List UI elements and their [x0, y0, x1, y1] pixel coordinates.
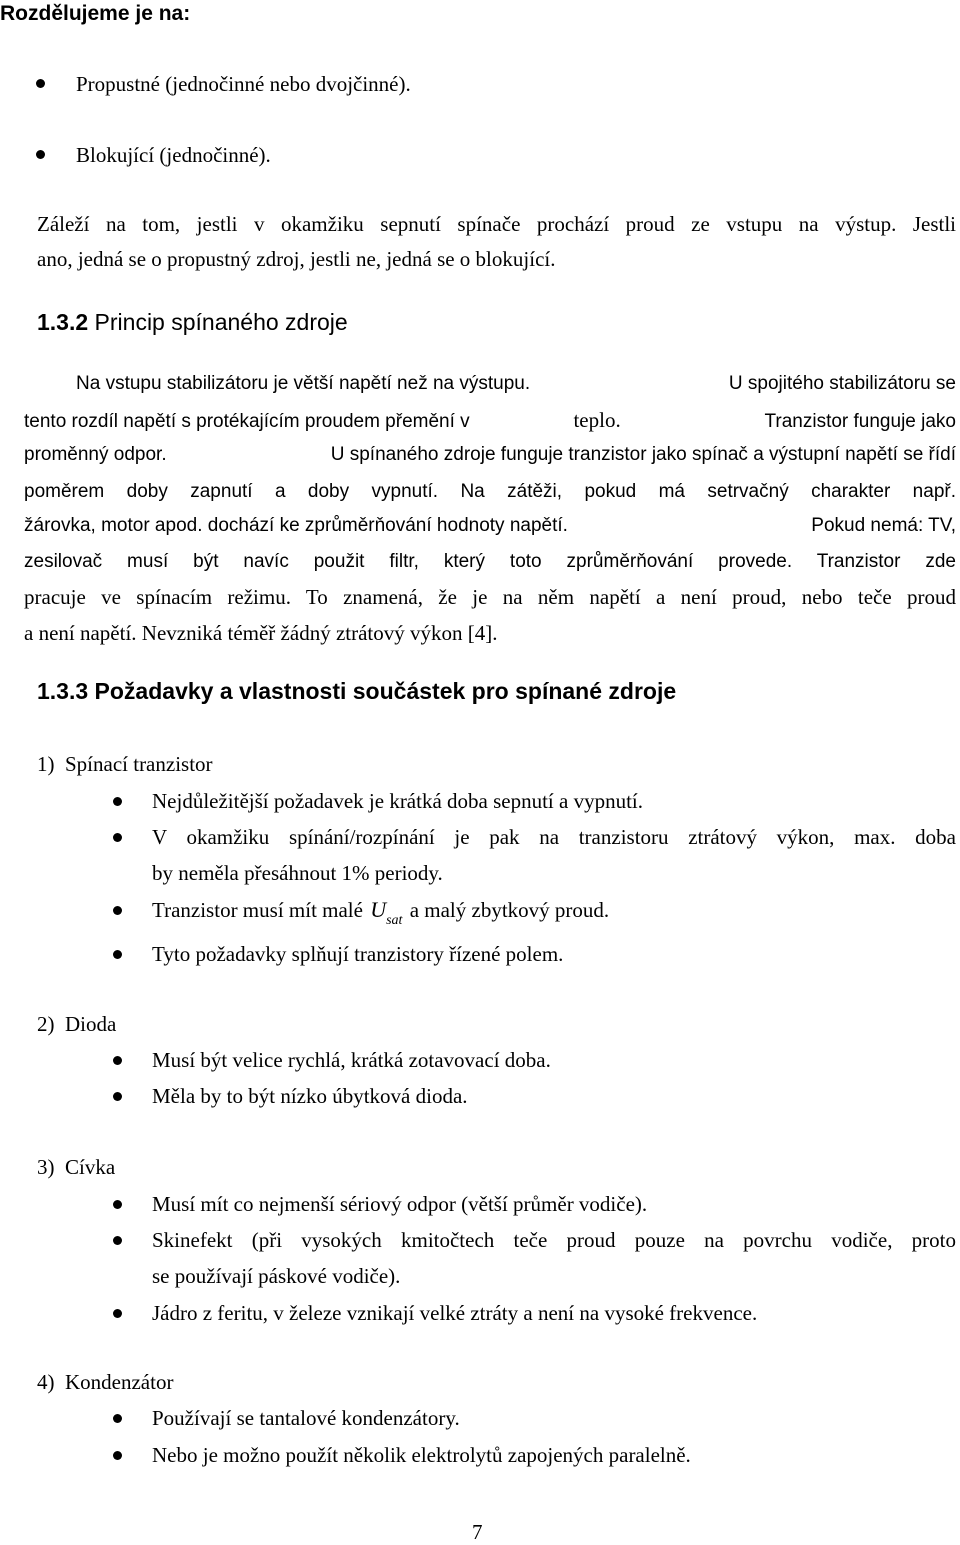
item-label-coil: 3) Cívka — [37, 1155, 116, 1179]
bullet-icon — [36, 79, 45, 88]
section-heading-132 — [37, 308, 348, 336]
bullet-icon — [113, 1451, 122, 1460]
para-line-6: zesilovač musí být navíc použit filtr, který toto zprůměrňování provede. Tranzistor zde — [24, 551, 956, 572]
diode-bullet-1: Musí být velice rychlá, krátká zotavovací doba. — [152, 1048, 551, 1072]
transistor-bullet-4: Tyto požadavky splňují tranzistory řízené polem. — [152, 942, 564, 966]
transistor-bullet-1: Nejdůležitější požadavek je krátká doba sepnutí a vypnutí. — [152, 789, 644, 813]
para-line-7: pracuje ve spínacím režimu. To znamená, že je na něm napětí a není proud, nebo teče proud — [24, 585, 956, 609]
para-line-2: tento rozdíl napětí s protékajícím proudem přemění v teplo. Tranzistor funguje jako — [24, 408, 956, 432]
para-line-8: a není napětí. Nevzniká téměř žádný ztrátový výkon [4]. — [24, 621, 498, 645]
page-heading: Rozdělujeme je na: — [0, 2, 191, 25]
bullet-icon — [113, 1309, 122, 1318]
bullet-icon — [113, 906, 122, 915]
intro-line-2: ano, jedná se o propustný zdroj, jestli ne, jedná se o blokující. — [37, 247, 556, 271]
bullet-icon — [113, 797, 122, 806]
bullet-icon — [113, 1414, 122, 1423]
item-label-transistor: 1) Spínací tranzistor — [37, 752, 213, 776]
coil-bullet-2a: Skinefekt (při vysokých kmitočtech teče proud pouze na povrchu vodiče, proto — [152, 1228, 956, 1252]
coil-bullet-2b: se používají páskové vodiče). — [152, 1264, 401, 1288]
coil-bullet-3: Jádro z feritu, v železe vznikají velké ztráty a není na vysoké frekvence. — [152, 1301, 758, 1325]
type-item-1: Propustné (jednočinné nebo dvojčinné). — [76, 72, 411, 96]
transistor-bullet-3: Tranzistor musí mít malé $U_{sat}$ a malý zbytkový proud. — [152, 897, 610, 928]
section-number: 1.3.3 — [37, 678, 89, 704]
section-title: Princip spínaného zdroje — [94, 309, 348, 335]
bullet-icon — [36, 150, 45, 159]
intro-line-1: Záleží na tom, jestli v okamžiku sepnutí spínače prochází proud ze vstupu na výstup. Jestli — [37, 212, 956, 236]
bullet-icon — [113, 833, 122, 842]
bullet-icon — [113, 1236, 122, 1245]
item-label-diode: 2) Dioda — [37, 1012, 117, 1036]
para-line-3: proměnný odpor. U spínaného zdroje funguje tranzistor jako spínač a výstupní napětí se řídí — [24, 444, 956, 465]
para-line-1: Na vstupu stabilizátoru je větší napětí než na výstupu. U spojitého stabilizátoru se — [76, 373, 956, 394]
item-label-capacitor: 4) Kondenzátor — [37, 1370, 174, 1394]
symbol-subscript: sat — [386, 913, 403, 928]
symbol-u: U — [370, 897, 387, 922]
coil-bullet-1: Musí mít co nejmenší sériový odpor (větší průměr vodiče). — [152, 1192, 648, 1216]
transistor-bullet-2a: V okamžiku spínání/rozpínání je pak na tranzistoru ztrátový výkon, max. doba — [152, 825, 956, 849]
diode-bullet-2: Měla by to být nízko úbytková dioda. — [152, 1084, 468, 1108]
bullet-icon — [113, 950, 122, 959]
para-line-4: poměrem doby zapnutí a doby vypnutí. Na zátěži, pokud má setrvačný charakter např. — [24, 481, 956, 502]
section-title: Požadavky a vlastnosti součástek pro spínané zdroje — [94, 678, 677, 704]
bullet-icon — [113, 1200, 122, 1209]
type-item-2: Blokující (jednočinné). — [76, 143, 271, 167]
transistor-bullet-2b: by neměla přesáhnout 1% periody. — [152, 861, 443, 885]
capacitor-bullet-2: Nebo je možno použít několik elektrolytů zapojených paralelně. — [152, 1443, 691, 1467]
capacitor-bullet-1: Používají se tantalové kondenzátory. — [152, 1406, 460, 1430]
para-line-5: žárovka, motor apod. dochází ke zprůměrňování hodnoty napětí. Pokud nemá: TV, — [24, 515, 956, 536]
section-number: 1.3.2 — [37, 309, 89, 335]
bullet-icon — [113, 1056, 122, 1065]
page-number: 7 — [472, 1520, 483, 1544]
section-heading-133 — [37, 677, 676, 705]
bullet-icon — [113, 1092, 122, 1101]
